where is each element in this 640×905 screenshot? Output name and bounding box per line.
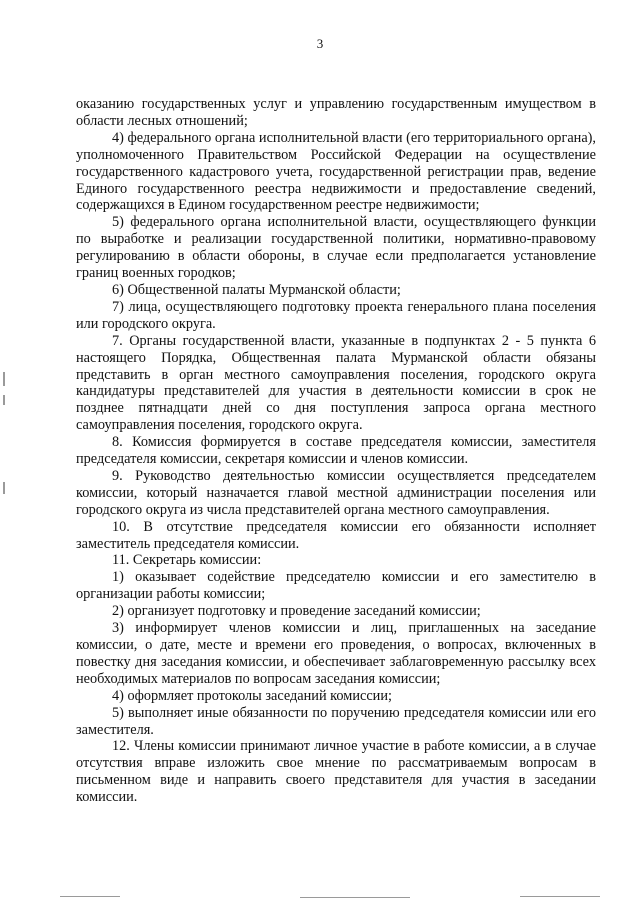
scan-mark-left-2 xyxy=(3,395,5,405)
paragraph-clause-12: 12. Члены комиссии принимают личное участие в работе комиссии, а в случае отсутствия вправе изложить свое мнение по рассматриваемым вопросам в письменном виде и направить своего представителя для участия в заседании комиссии. xyxy=(76,738,596,806)
paragraph-duty-4: 4) оформляет протоколы заседаний комиссии; xyxy=(112,687,392,704)
scan-mark-left-1 xyxy=(3,372,5,386)
paragraph-clause-7: 7. Органы государственной власти, указанные в подпунктах 2 - 5 пункта 6 настоящего Порядка, Общественная палата Мурманской области обязаны представить в орган местного самоуправления поселения, городского округа кандидатуры представителей для участия в деятельности комиссии в срок не позднее пятнадцати дней со дня поступления запроса органа местного самоуправления поселения, городского округа. xyxy=(76,332,596,434)
paragraph-item-6: 6) Общественной палаты Мурманской области; xyxy=(112,281,401,298)
paragraph-duty-2: 2) организует подготовку и проведение заседаний комиссии; xyxy=(112,603,481,620)
paragraph-item-7: 7) лица, осуществляющего подготовку проекта генерального плана поселения или городского округа. xyxy=(76,298,596,332)
scan-mark-bottom-2 xyxy=(300,897,410,898)
paragraph-clause-8: 8. Комиссия формируется в составе председателя комиссии, заместителя председателя комиссии, секретаря комиссии и членов комиссии. xyxy=(76,434,596,468)
paragraph-clause-10: 10. В отсутствие председателя комиссии его обязанности исполняет заместитель председателя комиссии. xyxy=(76,518,596,552)
scan-mark-bottom-3 xyxy=(520,896,600,897)
paragraph-item-5: 5) федерального органа исполнительной власти, осуществляющего функции по выработке и реализации государственной политики, нормативно-правовому регулированию в области обороны, в случае если предполагается установление границ военных городков; xyxy=(76,214,596,282)
paragraph-duty-3: 3) информирует членов комиссии и лиц, приглашенных на заседание комиссии, о дате, месте и времени его проведения, о вопросах, включенных в повестку дня заседания комиссии, и обеспечивает заблаговременную рассылку всех необходимых материалов по вопросам заседания комиссии; xyxy=(76,620,596,687)
paragraph-continuation: оказанию государственных услуг и управлению государственным имуществом в области лесных отношений; xyxy=(76,96,596,129)
page-number: 3 xyxy=(316,36,324,51)
paragraph-clause-11: 11. Секретарь комиссии: xyxy=(112,552,262,569)
scan-mark-bottom-1 xyxy=(60,896,120,897)
paragraph-duty-1: 1) оказывает содействие председателю комиссии и его заместителю в организации работы комиссии; xyxy=(76,569,596,603)
paragraph-item-4: 4) федерального органа исполнительной власти (его территориального органа), уполномоченного Правительством Российской Федерации на осуществление государственного кадастрового учета, государственной регистрации прав, ведение Единого государственного реестра недвижимости и предоставление сведений, содержащихся в Едином государственном реестре недвижимости; xyxy=(76,129,596,214)
paragraph-duty-5: 5) выполняет иные обязанности по поручению председателя комиссии или его заместителя. xyxy=(76,704,596,738)
document-body xyxy=(76,96,596,806)
paragraph-clause-9: 9. Руководство деятельностью комиссии осуществляется председателем комиссии, который назначается главой местной администрации поселения или городского округа из числа представителей органа местного самоуправления. xyxy=(76,467,596,518)
scan-mark-left-3 xyxy=(3,482,5,494)
